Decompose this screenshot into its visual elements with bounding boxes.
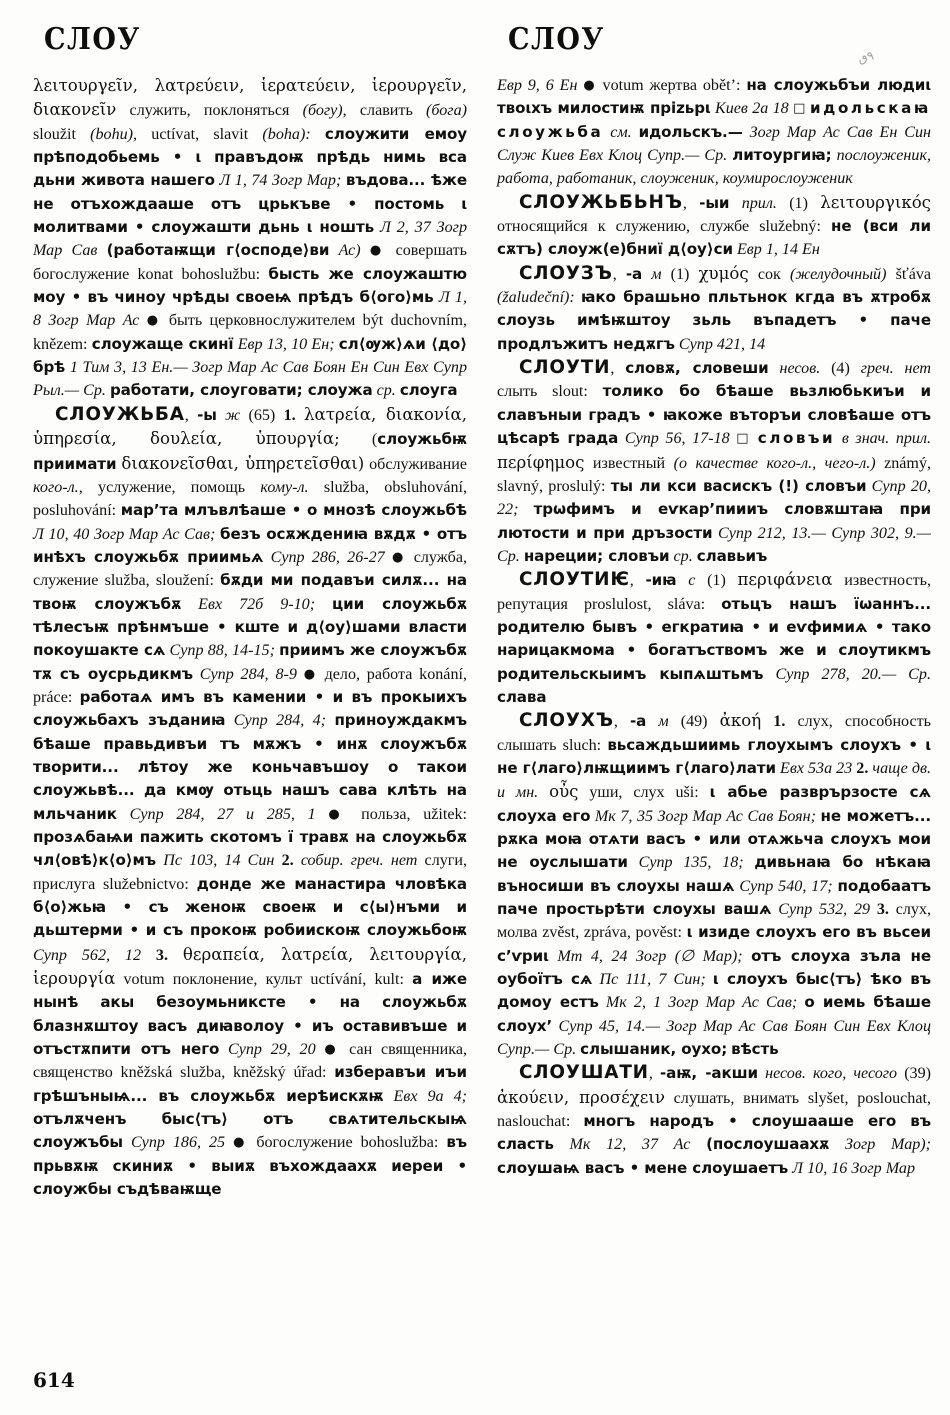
column-left (33, 74, 467, 1202)
entry-slouzu: СЛОУЗЪ, -а м (1) χυμός сок (желудочный) šťáva (žaludeční): ꙗко брашьно пльтьнок кгда въ ѫтробѫ слоузь имѣѭштоу зьль въпадетъ • паче продлъжитъ недѫгъ Супр 421, 14 (497, 262, 932, 353)
entry-sloujiba: СЛОУЖЬБА, -ы ж (65) 1. λατρεία, διακονία, ὑπηρεσία, δουλεία, ὑπουργία; (слоужьбѭ приимати διακονεῖσθαι, ὑπηρετεῖσθαι) обслуживание кого-л., услужение, помощь кому-л. služba, obsluhování, posluhování: мар’та млъвлѣаше • о мнозѣ слоужьбѣ Л 10, 40 Зогр Мар Ас Сав; безъ осѫждениꙗ вѫдѫ • отъ инѣхъ слоужьбѫ приимьѧ Супр 286, 26-27 ● служба, служение služba, sloužení: бѫди ми подавъи силѫ... на твоѭ слоужъбѫ Евх 72б 9-10; ции слоужьбѫ тѣлесъѭ прѣнмъше • кште и д⟨оу⟩шами власти покоушакте сѧ Супр 88, 14-15; приимъ же слоужъбѫ тѫ съ оусрьдикмъ Супр 284, 8-9 ● дело, работа konání, práce: работаѧ имъ въ камении • и въ прокыихъ слоужьбахъ зъданиꙗ Супр 284, 4; приноуждакмъ бѣаше правьдивъи тъ мѫжъ • инѫ слоужъбѫ творити... лѣтоу же коньчавъшоу о такои слоужьвѣ... да кмѹ отьць нашъ сава клѣть на мльчаник Супр 284, 27 и 285, 1 ● польза, užitek: прозѧбаѩи пажить скотомъ ї травѫ на слоужьбѫ чл⟨овѣ⟩к⟨о⟩мъ Пс 103, 14 Син 2. собир. греч. нет слуги, прислуга služebnictvo: донде же манастира чловѣка б⟨о⟩жьꙗ • съ женоѭ своеѭ и с⟨ы⟩нъми и дьштерми • и съ прокоѭ робиискоѭ слоужьбоѭ Супр 562, 12 3. θεραπεία, λατρεία, λειτουργία, ἱερουργία votum поклонение, культ uctívání, kult: а иже нынѣ акы безоумьниксте • на слоужьбѫ блазнѫштоу васъ диꙗволоу • иъ оставивъше и отъстѫпити отъ него Супр 29, 20 ● сан священника, священство kněžská služba, kněžský úřad: изберавъи иъи грѣшъныѩ... въ слоужьбѫ иерѣискѫѭ Евх 9а 4; отълѫченъ быс⟨тъ⟩ отъ свѧтительскыѩ слоужъбы Супр 186, 25 ● богослужение bohoslužba: въ прьвѫѭ скиниѫ • выиѫ въхождаахѫ иереи • слоужбы съдѣваѭще (33, 403, 468, 1199)
running-head-row (0, 22, 950, 68)
column-right (497, 74, 931, 1180)
headword-sloujiba: СЛОУЖЬБА (55, 403, 185, 425)
entry-slouhu: СЛОУХЪ, -а м (49) ἀκοή 1. слух, способность слышать sluch: вьсаждьшиимь глоухымъ слоухъ • ι не г⟨лаго⟩лѭщиимъ г⟨лаго⟩лати Евх 53а 23 2. чаще дв. и мн. οὖς уши, слух uši: ι абье разврързосте сѧ слоуха его Мк 7, 35 Зогр Мар Ас Сав Боян; не можетъ... рѫка моꙗ отѧти васъ • или отѧжьча слоухъ мои не оуслышати Супр 135, 18; дивьнаꙗ бо нѣкаꙗ въносиши въ слоухы нашѧ Супр 540, 17; подобаатъ паче простьрѣти слоухы вашѧ Супр 532, 29 3. слух, молва zvěst, zpráva, pověst: ι изиде слоухъ его въ вьсеи с’ѵриι Мт 4, 24 Зогр (∅ Мар); отъ слоуха зъла не оубоїтъ сѧ Пс 111, 7 Син; ι слоухъ быс⟨тъ⟩ ѣко въ домоу естъ Мк 2, 1 Зогр Мар Ас Сав; о иемь бѣаше слоух’ Супр 45, 14.— Зогр Мар Ас Сав Боян Син Евх Клоц Супр.— Ср. слышаник, оухо; вѣсть (497, 710, 932, 1059)
headword-slouhu: СЛОУХЪ (519, 710, 614, 732)
headword-sloutie: СЛОУТИѤ (519, 569, 630, 591)
entry-slouti: СЛОУТИ, словѫ, словеши несов. (4) греч. нет слыть slout: толико бо бѣаше вьзлюбькиъи и славъныи градъ • ꙗкоже въторъи словѣаше отъ цѣсарѣ града Супр 56, 17-18 □ словъи в знач. прил. περίφημος известный (о качестве кого-л., чего-л.) známý, slavný, proslulý: ты ли кси васискъ (!) словъи Супр 20, 22; трѡфимъ и еѵкар’пиииъ словѫштаꙗ при лютости и при дръзости Супр 212, 13.— Супр 302, 9.— Ср. нареции; словъи ср. славьиъ (497, 357, 932, 565)
headword-sloushati: СЛОУШАТИ (519, 1062, 649, 1084)
headword-slouzu: СЛОУЗЪ (519, 262, 613, 284)
headword-sloujibinu: СЛОУЖЬБЬНЪ (519, 191, 683, 213)
page-number: 614 (33, 1368, 75, 1392)
entry-sloushati: СЛОУШАТИ, -аѭ, -акши несов. кого, чесого (39) ἀκούειν, προσέχειν слушать, внимать slyšet, poslouchat, naslouchat: многъ народъ • слоушааше его въ сласть Мк 12, 37 Ас (послоушаахѫ Зогр Мар); слоушаѩ васъ • мене слоушаетъ Л 10, 16 Зогр Мар (497, 1062, 932, 1177)
entry-sloujiti-continuation: λειτουργεῖν, λατρεύειν, ἱερατεύειν, ἱερουργεῖν, διακονεῖν служить, поклоняться (богу), славить (бога) sloužit (bohu), uctívat, slavit (boha): слоужити емоу прѣподобьемь • ι правъдоѭ прѣдь нимь вса дьни живота нашего Л 1, 74 Зогр Мар; въдова... ѣже не отъхождааше отъ црькъве • постомь ι молитвами • слоужашти дьнь ι ношть Л 2, 37 Зогр Мар Сав (работаѭщи г⟨осподе⟩ви Ас) ● совершать богослужение konat bohoslužbu: бысть же слоужаштю моу • въ чиноу чрѣды своеѩ прѣдъ б⟨ого⟩мь Л 1, 8 Зогр Мар Ас ● быть церковнослужителем být duchovním, knězem: слоужаще скинï Евр 13, 10 Ен; сл⟨ѹж⟩ѧи ⟨до⟩брѣ 1 Тим 3, 13 Ен.— Зогр Мар Ас Сав Боян Ен Син Евх Супр Рыл.— Ср. работати, слоуговати; слоужа ср. слоуга (33, 76, 468, 400)
running-head-left: СЛОУ (44, 22, 141, 57)
entry-sloujibinu: СЛОУЖЬБЬНЪ, -ыи прил. (1) λειτουργικός относящийся к служению, службе služebný: не (вси ли сѫтъ) слоуж(е)бниï д⟨оу⟩си Евр 1, 14 Ен (497, 191, 931, 259)
scan-artifact-mark: ٩ٯ (856, 48, 876, 66)
running-head-right: СЛОУ (508, 22, 605, 57)
headword-slouti: СЛОУТИ (519, 357, 611, 379)
entry-sloutie: СЛОУТИѤ, -иꙗ с (1) περιφάνεια известность, репутация proslulost, sláva: отьцъ нашъ їѡаннъ... родителю бывъ • егкратиꙗ • и еѵфимиѧ • тако нарицакмома • богатъствомъ же и слоутикмъ родительскыимъ кыпѧштьмъ Супр 278, 20.— Ср. слава (497, 569, 932, 706)
entry-sloujiba-continuation: Евр 9, 6 Ен ● votum жертва obět’: на слоужьбъи людиι твоιхъ милостиѭ пріzьрι Киев 2а 18 □ идольскаꙗ слоужьба см. идольскъ.— Зогр Мар Ас Сав Ен Син Служ Киев Евх Клоц Супр.— Ср. литоургиꙗ; послоуженик, работа, работаник, слоуженик, коумирослоуженик (497, 76, 932, 188)
